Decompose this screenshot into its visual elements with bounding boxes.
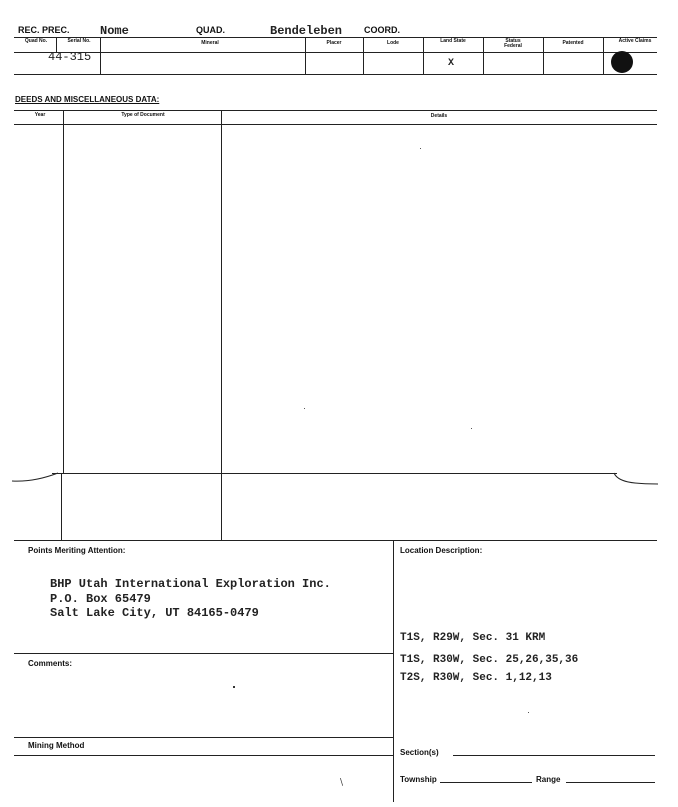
col-quad-no: Quad No. [24, 38, 48, 44]
scan-speck [471, 428, 472, 429]
deeds-header-line [14, 124, 657, 125]
points-label: Points Meriting Attention: [28, 546, 126, 555]
quad-serial-value: 44-315 [48, 50, 92, 64]
deeds-title: DEEDS AND MISCELLANEOUS DATA: [15, 95, 160, 104]
range-underline [566, 782, 655, 783]
header-table-bottom-line [14, 74, 657, 75]
fold-curve-right [612, 470, 660, 488]
quad-value: Bendeleben [270, 24, 343, 38]
col-placer: Placer [326, 40, 342, 46]
deeds-top-line [14, 110, 657, 111]
deeds-fold-line [52, 473, 617, 474]
col-year: Year [34, 112, 46, 118]
rec-prec-value: Nome [100, 24, 129, 38]
scan-speck [528, 712, 529, 713]
deeds-divider-type [221, 110, 222, 540]
header-table-top-line [14, 37, 657, 38]
col-patented: Patented [562, 40, 584, 46]
comments-top-line [14, 653, 393, 654]
address-line-1: BHP Utah International Exploration Inc. [50, 577, 331, 591]
col-mineral: Mineral [201, 40, 219, 46]
deeds-divider-year-lower [61, 474, 62, 540]
mining-label: Mining Method [28, 741, 85, 750]
lower-section-top-line [14, 540, 657, 541]
col-status-federal: Status Federal [504, 38, 522, 49]
header-divider-lode [423, 37, 424, 74]
mining-top-line [14, 737, 393, 738]
location-line-2: T1S, R30W, Sec. 25,26,35,36 [400, 654, 579, 666]
scan-speck [304, 408, 305, 409]
deeds-divider-year-upper [63, 110, 64, 474]
location-label: Location Description: [400, 546, 483, 555]
address-line-3: Salt Lake City, UT 84165-0479 [50, 606, 259, 620]
rec-prec-label: REC. PREC. [18, 25, 70, 35]
address-line-2: P.O. Box 65479 [50, 592, 151, 606]
scan-speck [420, 148, 421, 149]
col-details: Details [430, 113, 448, 119]
scan-speck [233, 686, 235, 688]
location-line-3: T2S, R30W, Sec. 1,12,13 [400, 672, 552, 684]
land-state-mark: X [448, 58, 455, 69]
range-label: Range [536, 775, 561, 784]
col-lode: Lode [387, 40, 399, 46]
sections-underline [453, 755, 655, 756]
lower-section-divider [393, 540, 394, 802]
scan-mark: \ [340, 778, 344, 788]
quad-label: QUAD. [196, 25, 225, 35]
township-underline [440, 782, 532, 783]
col-land-state: Land State [440, 38, 466, 44]
col-type-of-document: Type of Document [121, 112, 165, 118]
header-divider-serial [100, 37, 101, 74]
header-divider-patented [603, 37, 604, 74]
township-label: Township [400, 775, 437, 784]
active-claims-blot [611, 51, 633, 73]
col-active-claims: Active Claims [618, 38, 652, 44]
comments-label: Comments: [28, 659, 73, 668]
sections-label: Section(s) [400, 748, 439, 757]
mining-bottom-line [14, 755, 393, 756]
location-line-1: T1S, R29W, Sec. 31 KRM [400, 632, 546, 644]
header-divider-land [483, 37, 484, 74]
coord-label: COORD. [364, 25, 400, 35]
header-table-mid-line [14, 52, 657, 53]
col-serial-no: Serial No. [67, 38, 91, 44]
fold-curve-left [10, 470, 60, 484]
